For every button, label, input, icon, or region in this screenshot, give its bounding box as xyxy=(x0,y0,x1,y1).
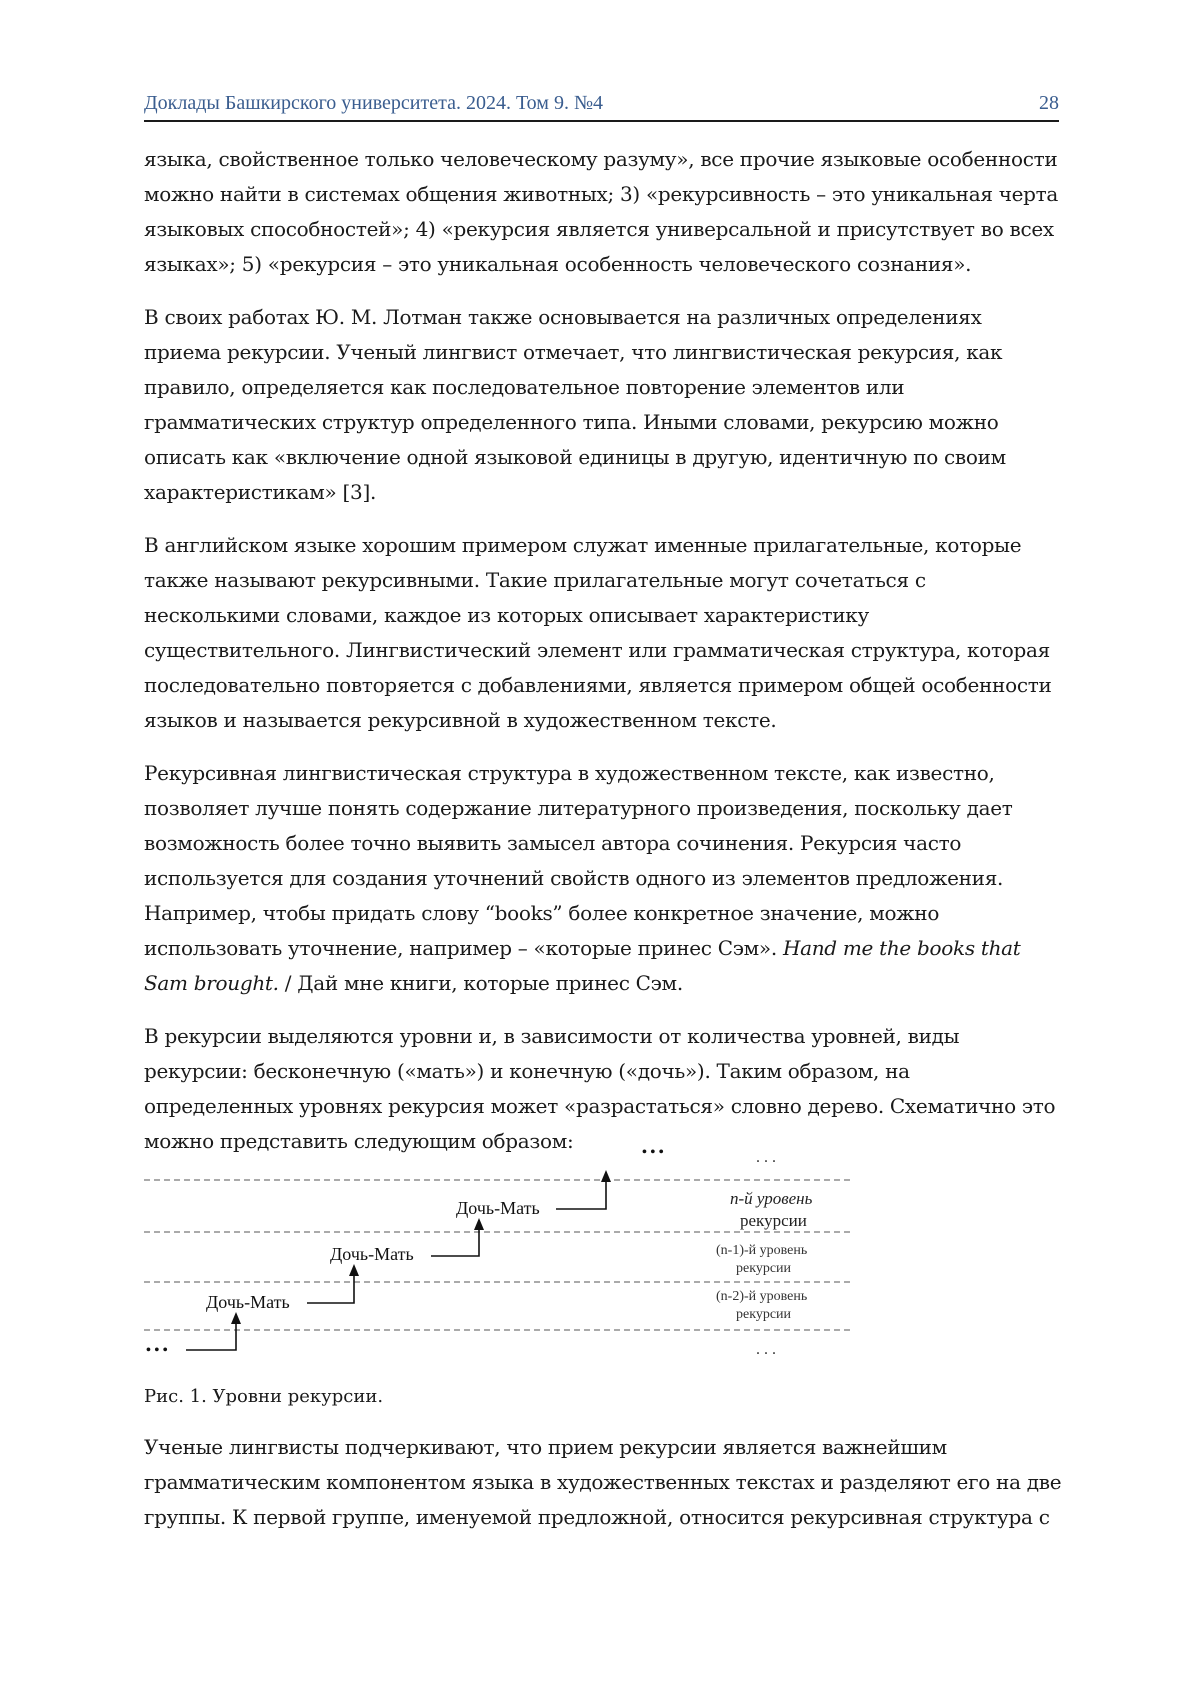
ellipsis-top: • • • xyxy=(642,1145,664,1160)
node-label: Дочь-Мать xyxy=(456,1198,540,1218)
ellipsis-bottom-left: • • • xyxy=(146,1343,168,1358)
paragraph-text: / Дай мне книги, которые принес Сэм. xyxy=(278,971,683,995)
arrow-head xyxy=(349,1264,359,1276)
connector-line xyxy=(556,1180,606,1209)
journal-title: Доклады Башкирского университета. 2024. Том 9. №4 xyxy=(144,92,604,114)
page-header xyxy=(144,90,1059,122)
level-label: рекурсии xyxy=(736,1261,792,1276)
node-label: Дочь-Мать xyxy=(330,1244,414,1264)
ellipsis-right-bottom: . . . xyxy=(756,1341,776,1358)
ellipsis-right-top: . . . xyxy=(756,1149,776,1166)
level-label: n-й уровень xyxy=(730,1189,813,1208)
paragraph: В английском языке хорошим примером служат именные прилагательные, которые также называют рекурсивными. Такие прилагательные могут сочетаться с несколькими словами, каждое из которых описывает характеристику существительного. Лингвистический элемент или грамматическая структура, которая последовательно повторяется с добавлениями, является примером общей особенности языков и называется рекурсивной в художественном тексте. xyxy=(144,533,1052,732)
paragraph-with-example xyxy=(144,756,1064,1001)
body-text-top xyxy=(144,142,1064,1177)
arrow-head xyxy=(601,1170,611,1182)
connector-line xyxy=(307,1274,354,1303)
english-example: Hand me the books that Sam brought. xyxy=(144,936,1021,995)
arrow-head xyxy=(231,1312,241,1324)
paragraph: В своих работах Ю. М. Лотман также основывается на различных определениях приема рекурсии. Ученый лингвист отмечает, что лингвистическая рекурсия, как правило, определяется как последовательное повторение элементов или грамматических структур определенного типа. Иными словами, рекурсию можно описать как «включение одной языковой единицы в другую, идентичную по своим характеристикам» [3]. xyxy=(144,305,1006,504)
recursion-levels-figure xyxy=(144,1138,854,1363)
figure-caption: Рис. 1. Уровни рекурсии. xyxy=(144,1386,384,1407)
body-text-bottom xyxy=(144,1430,1064,1553)
arrow-head xyxy=(474,1218,484,1230)
page-number: 28 xyxy=(1039,92,1059,114)
paragraph: языка, свойственное только человеческому разуму», все прочие языковые особенности можно найти в системах общения животных; 3) «рекурсивность – это уникальная черта языковых способностей»; 4) «рекурсия является универсальной и присутствует во всех языках»; 5) «рекурсия – это уникальная особенность человеческого сознания». xyxy=(144,147,1059,276)
recursion-diagram xyxy=(144,1138,854,1363)
level-label: (n-1)-й уровень xyxy=(716,1243,808,1258)
paragraph: В рекурсии выделяются уровни и, в зависимости от количества уровней, виды рекурсии: бесконечную («мать») и конечную («дочь»). Таким образом, на определенных уровнях рекурсия может «разрастаться» словно дерево. Схематично это можно представить следующим образом: xyxy=(144,1024,1056,1153)
connector-line xyxy=(186,1322,236,1350)
paragraph: Ученые лингвисты подчеркивают, что прием рекурсии является важнейшим грамматическим компонентом языка в художественных текстах и разделяют его на две группы. К первой группе, именуемой предложной, относится рекурсивная структура с xyxy=(144,1435,1062,1529)
node-label: Дочь-Мать xyxy=(206,1292,290,1312)
level-label: рекурсии xyxy=(740,1211,807,1230)
level-label: рекурсии xyxy=(736,1307,792,1322)
level-label: (n-2)-й уровень xyxy=(716,1289,808,1304)
paragraph-text: Рекурсивная лингвистическая структура в художественном тексте, как известно, позволяет лучше понять содержание литературного произведения, поскольку дает возможность более точно выявить замысел автора сочинения. Рекурсия часто используется для создания уточнений свойств одного из элементов предложения. Например, чтобы придать слову “books” более конкретное значение, можно использовать уточнение, например – «которые принес Сэм». xyxy=(144,761,1013,960)
